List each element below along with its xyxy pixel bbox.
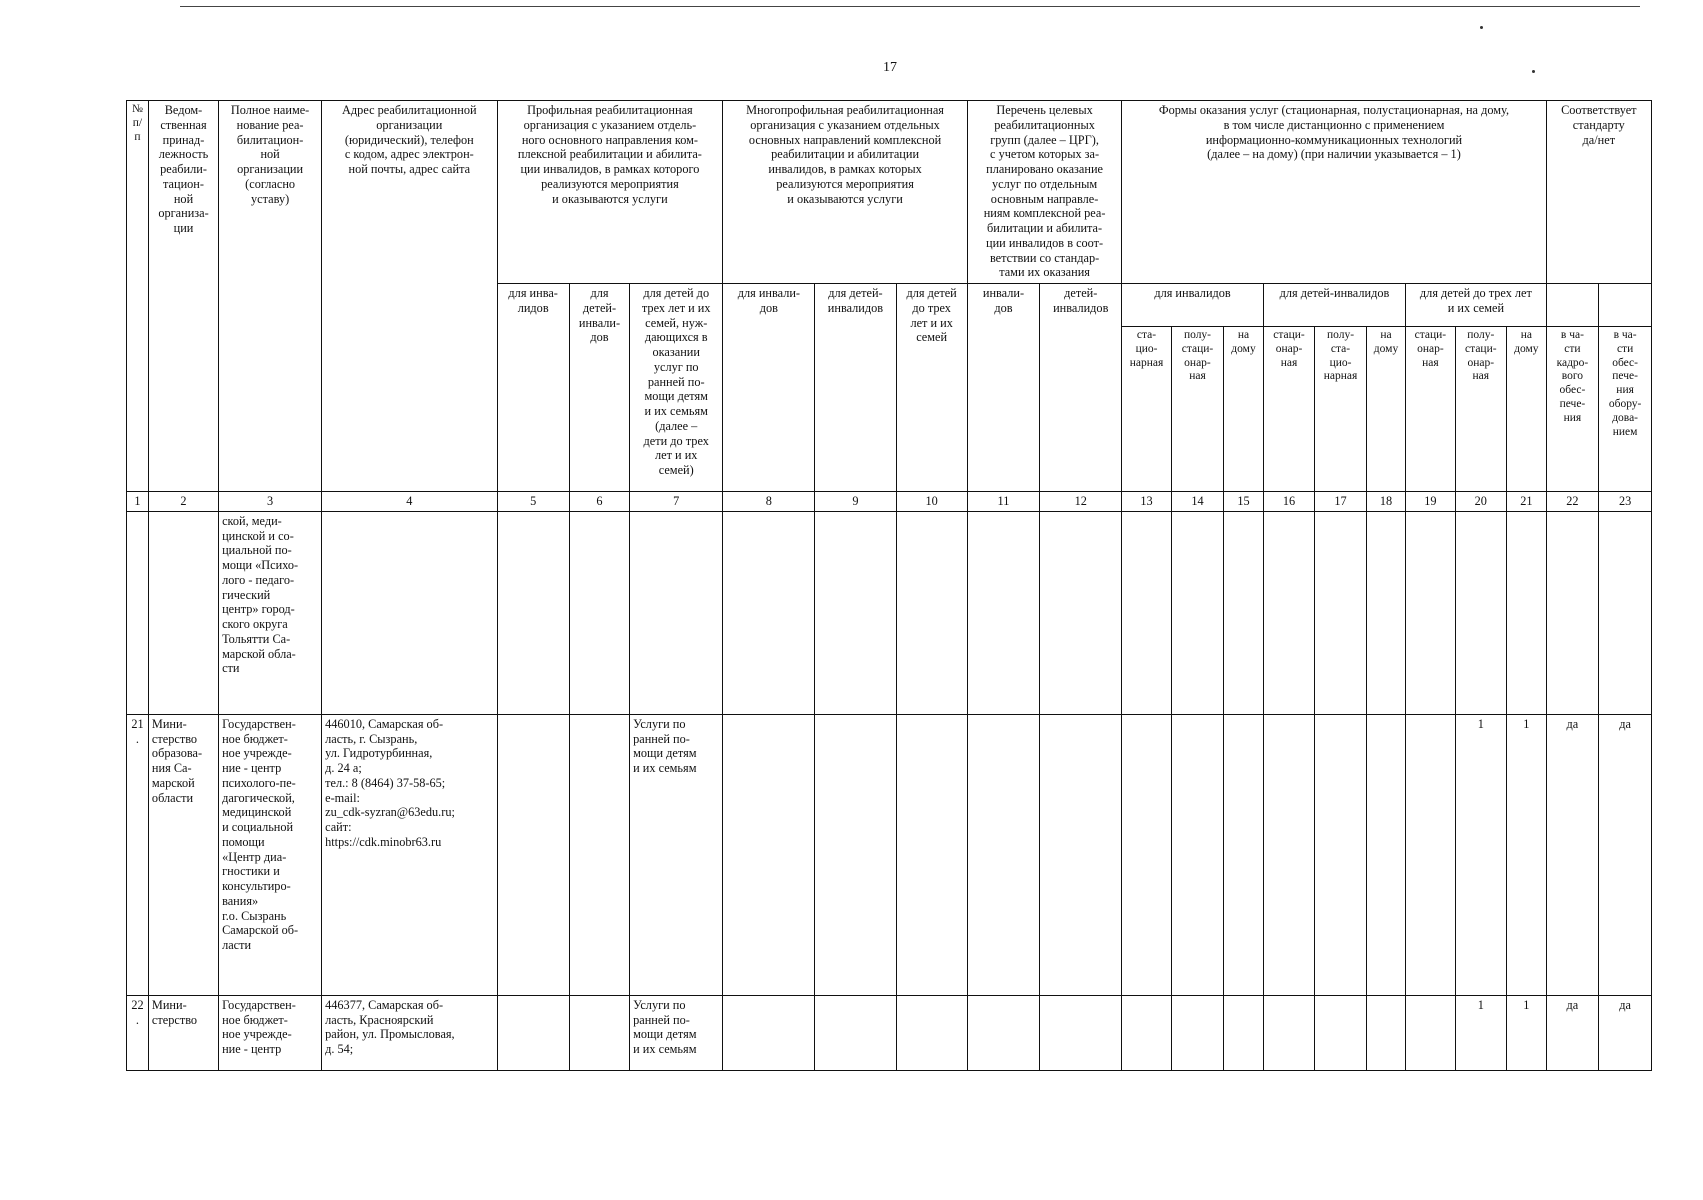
cell-empty — [896, 995, 967, 1070]
header-multi-under3: для детей до трех лет и их семей — [896, 284, 967, 492]
header-f13: ста- цио- нарная — [1122, 327, 1171, 492]
column-number: 14 — [1171, 492, 1224, 512]
header-service-forms: Формы оказания услуг (стационарная, полустационарная, на дому, в том числе дистанционно с применением информационно-коммуникационных технологий (далее – на дому) (при наличии указывается – 1) — [1122, 101, 1546, 284]
cell-empty — [1263, 714, 1315, 995]
row-address — [322, 511, 497, 714]
cell-empty — [1122, 995, 1171, 1070]
cell-empty — [1040, 511, 1122, 714]
column-number: 2 — [148, 492, 218, 512]
row-s22 — [1546, 511, 1599, 714]
row-s23 — [1599, 511, 1652, 714]
row-full-name: Государствен- ное бюджет- ное учрежде- ние - центр психолого-пе- дагогической, медицинской и социальной помощи «Центр диа- гностики и консультиро- вания» г.о. Сызрань Самарской об- ласти — [219, 714, 322, 995]
row-early-help: Услуги по ранней по- мощи детям и их семьям — [630, 995, 723, 1070]
row-early-help — [630, 511, 723, 714]
header-f19: стаци- онар- ная — [1406, 327, 1455, 492]
cell-empty — [497, 511, 569, 714]
column-number: 5 — [497, 492, 569, 512]
header-full-name: Полное наиме- нование реа- билитацион- ной организации (согласно уставу) — [219, 101, 322, 492]
column-number: 7 — [630, 492, 723, 512]
cell-empty — [1224, 995, 1263, 1070]
column-number: 20 — [1455, 492, 1507, 512]
row-s23: да — [1599, 995, 1652, 1070]
cell-empty — [1315, 714, 1367, 995]
column-number: 6 — [569, 492, 629, 512]
row-f21: 1 — [1507, 995, 1547, 1070]
header-f17: полу- ста- цио- нарная — [1315, 327, 1367, 492]
column-number: 10 — [896, 492, 967, 512]
column-number: 18 — [1366, 492, 1405, 512]
header-address: Адрес реабилитационной организации (юридический), телефон с кодом, адрес электрон- ной почты, адрес сайта — [322, 101, 497, 492]
header-multiprofile-org: Многопрофильная реабилитационная организация с указанием отдельных основных направлений комплексной реабилитации и абилитации инвалидов, в рамках которых реализуются мероприятия и оказываются услуги — [723, 101, 967, 284]
header-row-number: № п/п — [127, 101, 149, 492]
cell-empty — [1171, 714, 1224, 995]
cell-empty — [1040, 995, 1122, 1070]
cell-empty — [967, 995, 1039, 1070]
cell-empty — [1406, 995, 1455, 1070]
cell-empty — [815, 511, 896, 714]
row-address: 446010, Самарская об- ласть, г. Сызрань, ул. Гидротурбинная, д. 24 а; тел.: 8 (8464) 37-58-65; e-mail: zu_cdk-syzran@63edu.ru; сайт: https://cdk.minobr63.ru — [322, 714, 497, 995]
header-forms-invalids: для инвалидов — [1122, 284, 1263, 327]
cell-empty — [815, 995, 896, 1070]
row-f20: 1 — [1455, 995, 1507, 1070]
cell-empty — [815, 714, 896, 995]
row-f20: 1 — [1455, 714, 1507, 995]
header-s23: в ча- сти обес- пече- ния обору- дова- нием — [1599, 327, 1652, 492]
cell-empty — [723, 511, 815, 714]
cell-empty — [1122, 714, 1171, 995]
header-multi-invalids: для инвали- дов — [723, 284, 815, 492]
scan-speck — [1480, 26, 1483, 29]
cell-empty — [1263, 995, 1315, 1070]
header-f18: на дому — [1366, 327, 1405, 492]
row-f20 — [1455, 511, 1507, 714]
column-number: 23 — [1599, 492, 1652, 512]
row-f21: 1 — [1507, 714, 1547, 995]
header-target-groups: Перечень целевых реабилитационных групп (далее – ЦРГ), с учетом которых за- планировано оказание услуг по отдельным основным направле- ниям комплексной реа- билитации и абилита- ции инвалидов в соот- ветствии со стандар- тами их оказания — [967, 101, 1122, 284]
cell-empty — [1171, 511, 1224, 714]
cell-empty — [1366, 511, 1405, 714]
header-crg-invalids: инвали- дов — [967, 284, 1039, 492]
column-number: 9 — [815, 492, 896, 512]
scan-edge-line — [180, 6, 1640, 7]
cell-empty — [1040, 714, 1122, 995]
cell-empty — [1171, 995, 1224, 1070]
cell-empty — [967, 714, 1039, 995]
row-number — [127, 511, 149, 714]
row-number: 21. — [127, 714, 149, 995]
table-row — [127, 995, 1652, 1070]
row-number: 22. — [127, 995, 149, 1070]
header-profile-org: Профильная реабилитационная организация с указанием отдель- ного основного направления ком- плексной реабилитации и абилита- ции инвалидов, в рамках которого реализуются мероприятия и оказываются услуги — [497, 101, 723, 284]
header-f20: полу- стаци- онар- ная — [1455, 327, 1507, 492]
row-s22: да — [1546, 714, 1599, 995]
cell-empty — [497, 714, 569, 995]
header-s22: в ча- сти кадро- вого обес- пече- ния — [1546, 327, 1599, 492]
column-number: 4 — [322, 492, 497, 512]
cell-empty — [1315, 511, 1367, 714]
cell-empty — [896, 511, 967, 714]
table-row — [127, 714, 1652, 995]
column-number: 11 — [967, 492, 1039, 512]
column-number: 16 — [1263, 492, 1315, 512]
column-number: 19 — [1406, 492, 1455, 512]
cell-empty — [569, 995, 629, 1070]
column-number: 8 — [723, 492, 815, 512]
column-number: 1 — [127, 492, 149, 512]
row-full-name: Государствен- ное бюджет- ное учрежде- ние - центр — [219, 995, 322, 1070]
header-f16: стаци- онар- ная — [1263, 327, 1315, 492]
column-number: 15 — [1224, 492, 1263, 512]
row-early-help: Услуги по ранней по- мощи детям и их семьям — [630, 714, 723, 995]
cell-empty — [1122, 511, 1171, 714]
column-number: 13 — [1122, 492, 1171, 512]
cell-empty — [1315, 995, 1367, 1070]
cell-empty — [967, 511, 1039, 714]
cell-empty — [1263, 511, 1315, 714]
column-number: 22 — [1546, 492, 1599, 512]
cell-empty — [1224, 714, 1263, 995]
row-ministry — [148, 511, 218, 714]
cell-empty — [1224, 511, 1263, 714]
column-number: 3 — [219, 492, 322, 512]
header-forms-children: для детей-инвалидов — [1263, 284, 1405, 327]
column-number-row — [127, 492, 1652, 512]
cell-empty — [896, 714, 967, 995]
cell-empty — [497, 995, 569, 1070]
row-ministry: Мини- стерство образова- ния Са- марской области — [148, 714, 218, 995]
cell-empty — [723, 714, 815, 995]
column-number: 17 — [1315, 492, 1367, 512]
header-crg-children: детей- инвалидов — [1040, 284, 1122, 492]
cell-empty — [1366, 714, 1405, 995]
header-standard-compliance: Соответствует стандарту да/нет — [1546, 101, 1651, 284]
cell-empty — [1366, 995, 1405, 1070]
cell-empty — [1406, 714, 1455, 995]
row-address: 446377, Самарская об- ласть, Красноярский район, ул. Промысловая, д. 54; — [322, 995, 497, 1070]
row-full-name: ской, меди- цинской и со- циальной по- мощи «Психо- лого - педаго- гический центр» город- ского округа Тольятти Са- марской обла- сти — [219, 511, 322, 714]
header-multi-children: для детей- инвалидов — [815, 284, 896, 492]
row-ministry: Мини- стерство — [148, 995, 218, 1070]
column-number: 12 — [1040, 492, 1122, 512]
cell-empty — [723, 995, 815, 1070]
header-f21: на дому — [1507, 327, 1547, 492]
cell-empty — [569, 511, 629, 714]
cell-empty — [569, 714, 629, 995]
header-forms-under3: для детей до трех лет и их семей — [1406, 284, 1546, 327]
cell-empty — [1406, 511, 1455, 714]
row-s23: да — [1599, 714, 1652, 995]
header-ministry: Ведом- ственная принад- лежность реабили- тацион- ной организа- ции — [148, 101, 218, 492]
header-row-1 — [127, 101, 1652, 284]
column-number: 21 — [1507, 492, 1547, 512]
page-number: 17 — [883, 60, 897, 75]
table-row — [127, 511, 1652, 714]
header-f14: полу- стаци- онар- ная — [1171, 327, 1224, 492]
header-f15: на дому — [1224, 327, 1263, 492]
header-profile-children: для детей- инвали- дов — [569, 284, 629, 492]
rehabilitation-registry-table — [126, 100, 1652, 1071]
row-f21 — [1507, 511, 1547, 714]
header-profile-invalids: для инва- лидов — [497, 284, 569, 492]
row-s22: да — [1546, 995, 1599, 1070]
header-empty-cell — [1599, 284, 1652, 327]
header-profile-under3: для детей до трех лет и их семей, нуж- дающихся в оказании услуг по ранней по- мощи детям и их семьям (далее – дети до трех лет и их семей) — [630, 284, 723, 492]
header-empty-cell — [1546, 284, 1599, 327]
